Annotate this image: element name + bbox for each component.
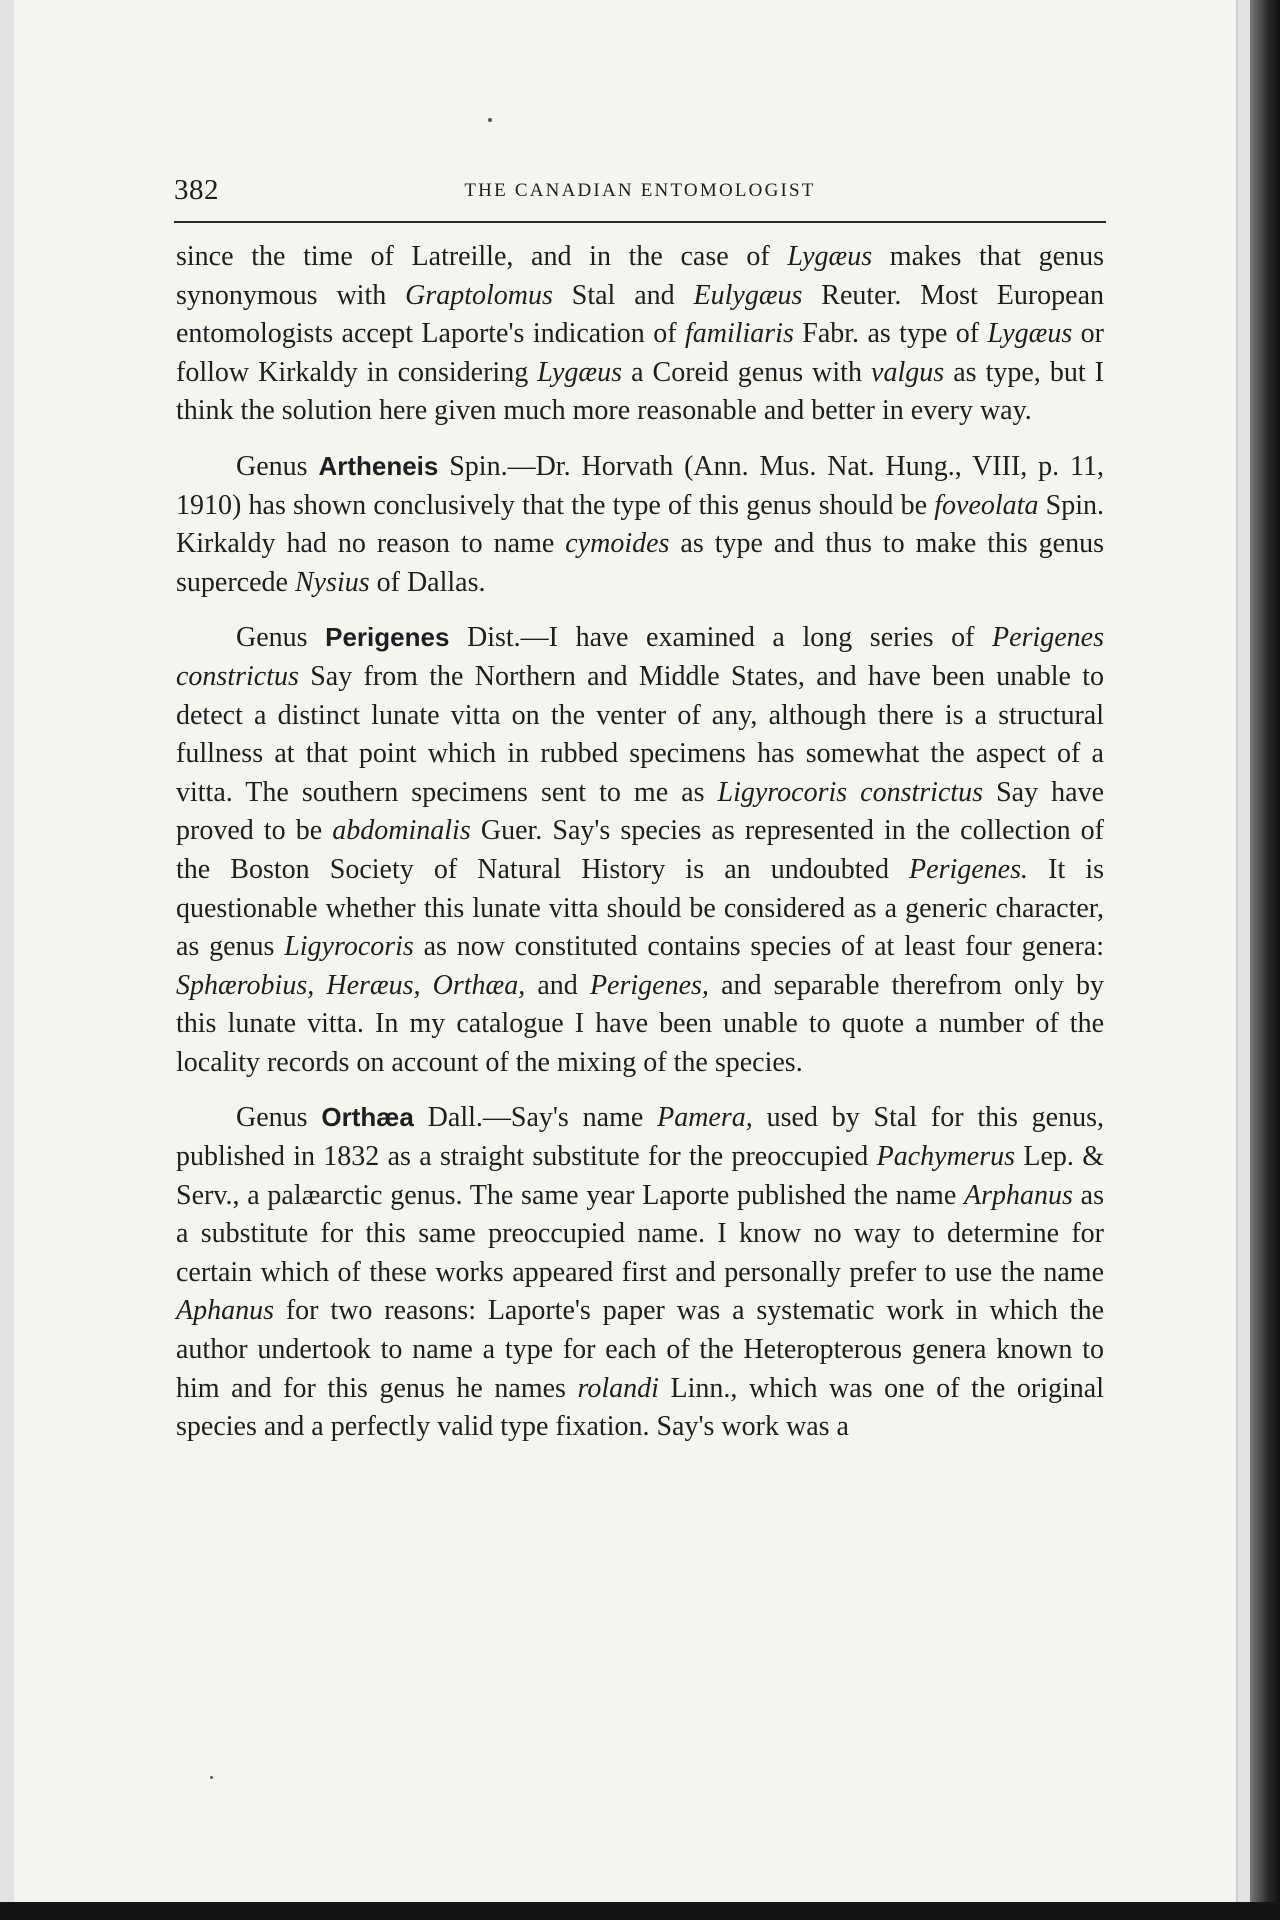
book-edge-shadow [1250, 0, 1280, 1920]
genus-name: Perigenes [325, 622, 450, 653]
genus-name: Artheneis [318, 450, 439, 481]
dust-speck [488, 118, 492, 122]
page-number: 382 [174, 174, 219, 206]
scan-bottom-edge [0, 1902, 1280, 1920]
running-title: THE CANADIAN ENTOMOLOGIST [464, 180, 816, 201]
genus-name: Orthæa [321, 1102, 414, 1133]
paragraph-lygaeus: since the time of Latreille, and in the case of Lygæus makes that genus synonymous with Graptolomus Stal and Eulygæus Reuter. Most European entomologists accept Laporte's indication of familiaris Fabr. as type of Lygæus or follow Kirkaldy in considering Lygæus a Coreid genus with valgus as type, but I think the solution here given much more reasonable and better in every way. [176, 241, 1105, 427]
paragraph-artheneis: Genus Artheneis Spin.—Dr. Horvath (Ann. Mus. Nat. Hung., VIII, p. 11, 1910) has shown conclusively that the type of this genus should be foveolata Spin. Kirkaldy had no reason to name cymoides as type and thus to make this genus supercede Nysius of Dallas. [176, 450, 1105, 598]
paragraph-perigenes: Genus Perigenes Dist.—I have examined a long series of Perigenes constrictus Say from the Northern and Middle States, and have been unable to detect a distinct lunate vitta on the venter of any, although there is a structural fullness at that point which in rubbed specimens has somewhat the aspect of a vitta. The southern specimens sent to me as Ligyrocoris constrictus Say have proved to be abdominalis Guer. Say's species as represented in the collection of the Boston Society of Natural History is an undoubted Perigenes. It is questionable whether this lunate vitta should be considered as a generic character, as genus Ligyrocoris as now constituted contains species of at least four genera: Sphærobius, Heræus, Orthæa, and Perigenes, and separable therefrom only by this lunate vitta. In my catalogue I have been unable to quote a number of the locality records on account of the mixing of the species. [176, 622, 1104, 1078]
header-rule [174, 221, 1106, 223]
page-header [174, 174, 1106, 210]
page-body [176, 238, 1104, 1463]
paragraph-orthaea: Genus Orthæa Dall.—Say's name Pamera, used by Stal for this genus, published in 1832 as a straight substitute for the preoccupied Pachymerus Lep. & Serv., a palæarctic genus. The same year Laporte published the name Arphanus as a substitute for this same preoccupied name. I know no way to determine for certain which of these works appeared first and personally prefer to use the name Aphanus for two reasons: Laporte's paper was a systematic work in which the author undertook to name a type for each of the Heteropterous genera known to him and for this genus he names rolandi Linn., which was one of the original species and a perfectly valid type fixation. Say's work was a [176, 1102, 1105, 1443]
dust-speck [210, 1776, 213, 1779]
book-page [14, 0, 1238, 1903]
